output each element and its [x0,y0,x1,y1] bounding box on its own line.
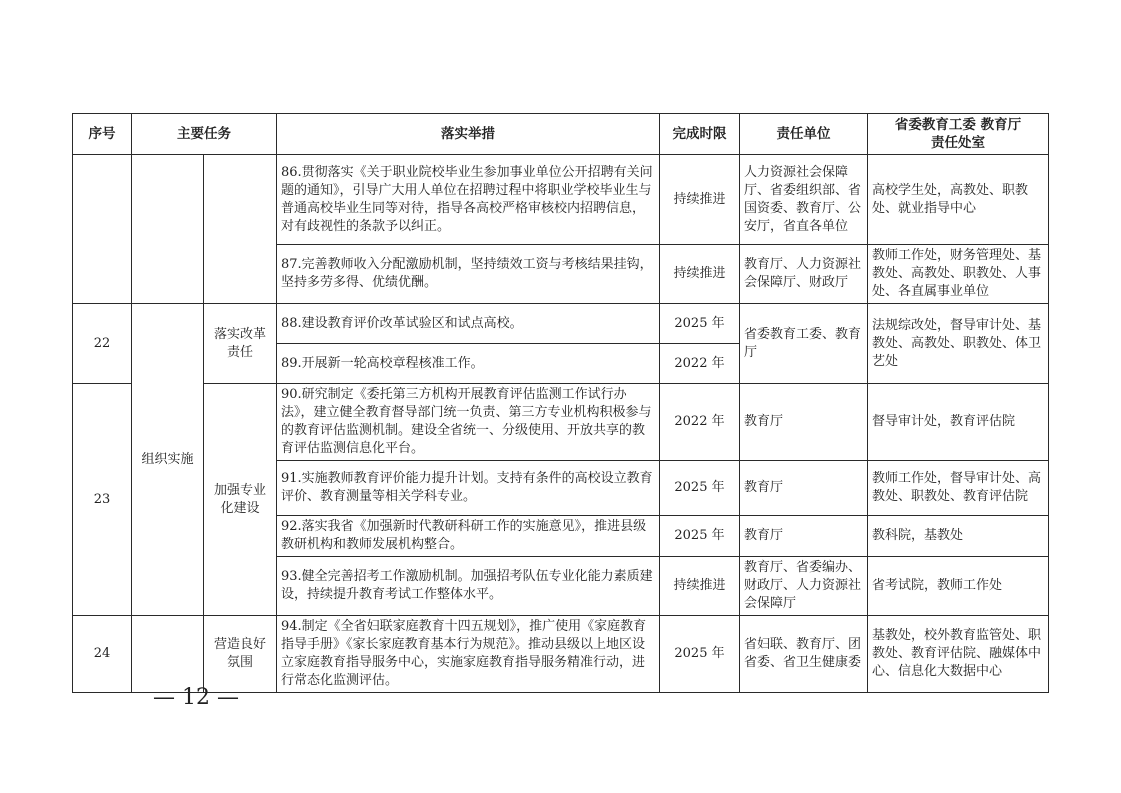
unit-cell: 教育厅 [740,461,868,516]
office-cell: 法规综改处，督导审计处、基教处、高教处、职教处、体卫艺处 [868,304,1049,384]
header-deadline: 完成时限 [660,114,740,155]
group-cell-continued [132,616,204,693]
measure-cell: 88.建设教育评价改革试验区和试点高校。 [277,304,660,344]
task-cell: 营造良好氛围 [204,616,277,693]
unit-cell: 人力资源社会保障厅、省委组织部、省国资委、教育厅、公安厅，省直各单位 [740,155,868,245]
unit-cell: 教育厅、省委编办、财政厅、人力资源社会保障厅 [740,557,868,616]
measure-cell: 93.健全完善招考工作激励机制。加强招考队伍专业化能力素质建设，持续提升教育考试工作整体水平。 [277,557,660,616]
deadline-cell: 2022 年 [660,344,740,384]
office-cell: 省考试院，教师工作处 [868,557,1049,616]
seq-cell: 23 [73,384,132,616]
deadline-cell: 2025 年 [660,516,740,557]
unit-cell: 省委教育工委、教育厅 [740,304,868,384]
table-row [73,616,1049,693]
table-header-row [73,114,1049,155]
office-cell: 高校学生处，高教处、职教处、就业指导中心 [868,155,1049,245]
measure-cell: 94.制定《全省妇联家庭教育十四五规划》，推广使用《家庭教育指导手册》《家长家庭教育基本行为规范》。推动县级以上地区设立家庭教育指导服务中心，实施家庭教育指导服务精准行动，进行常态化监测评估。 [277,616,660,693]
group-cell: 组织实施 [132,304,204,616]
header-unit: 责任单位 [740,114,868,155]
task-cell-continued [204,155,277,304]
measure-cell: 90.研究制定《委托第三方机构开展教育评估监测工作试行办法》，建立健全教育督导部门统一负责、第三方专业机构积极参与的教育评估监测机制。建设全省统一、分级使用、开放共享的教育评估监测信息化平台。 [277,384,660,461]
deadline-cell: 2022 年 [660,384,740,461]
office-cell: 基教处，校外教育监管处、职教处、教育评估院、融媒体中心、信息化大数据中心 [868,616,1049,693]
seq-cell: 22 [73,304,132,384]
deadline-cell: 2025 年 [660,616,740,693]
measure-cell: 86.贯彻落实《关于职业院校毕业生参加事业单位公开招聘有关问题的通知》，引导广大用人单位在招聘过程中将职业学校毕业生与普通高校毕业生同等对待，指导各高校严格审核校内招聘信息，对有歧视性的条款予以纠正。 [277,155,660,245]
unit-cell: 教育厅 [740,384,868,461]
measure-cell: 91.实施教师教育评价能力提升计划。支持有条件的高校设立教育评价、教育测量等相关学科专业。 [277,461,660,516]
task-cell: 加强专业化建设 [204,384,277,616]
implementation-table [72,113,1049,693]
unit-cell: 教育厅 [740,516,868,557]
measure-cell: 89.开展新一轮高校章程核准工作。 [277,344,660,384]
deadline-cell: 2025 年 [660,304,740,344]
header-office-line1: 责任处室 [931,135,985,151]
seq-cell: 24 [73,616,132,693]
table-row [73,304,1049,344]
header-seq: 序号 [73,114,132,155]
page-number: — 12 — [153,685,239,710]
deadline-cell: 持续推进 [660,245,740,304]
task-cell: 落实改革责任 [204,304,277,384]
unit-cell: 教育厅、人力资源社会保障厅、财政厅 [740,245,868,304]
measure-cell: 92.落实我省《加强新时代教研科研工作的实施意见》，推进县级教研机构和教师发展机构整合。 [277,516,660,557]
office-cell: 教科院，基教处 [868,516,1049,557]
measure-cell: 87.完善教师收入分配激励机制，坚持绩效工资与考核结果挂钩，坚持多劳多得、优绩优酬。 [277,245,660,304]
header-office-title: 省委教育工委 教育厅 [894,117,1022,133]
office-cell: 教师工作处，督导审计处、高教处、职教处、教育评估院 [868,461,1049,516]
deadline-cell: 2025 年 [660,461,740,516]
seq-cell-continued [73,155,132,304]
header-main-task: 主要任务 [132,114,277,155]
deadline-cell: 持续推进 [660,155,740,245]
header-measure: 落实举措 [277,114,660,155]
office-cell: 督导审计处，教育评估院 [868,384,1049,461]
office-cell: 教师工作处，财务管理处、基教处、高教处、职教处、人事处、各直属事业单位 [868,245,1049,304]
deadline-cell: 持续推进 [660,557,740,616]
table-row [73,155,1049,245]
unit-cell: 省妇联、教育厅、团省委、省卫生健康委 [740,616,868,693]
header-office [868,114,1049,155]
table-row [73,384,1049,461]
group-cell-continued [132,155,204,304]
